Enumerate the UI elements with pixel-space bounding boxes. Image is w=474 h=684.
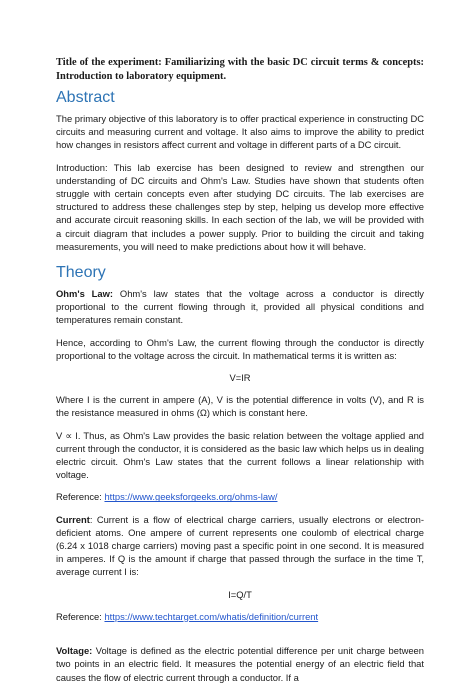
- ohms-law-text: Ohm's law states that the voltage across a conductor is directly proportional to the current flowing through it, provided all physical conditions and temperatures remain constant.: [56, 288, 424, 326]
- experiment-title: Title of the experiment: Familiarizing with the basic DC circuit terms & concepts: Introduction to laboratory equipment.: [56, 57, 424, 82]
- hence-paragraph: Hence, according to Ohm's Law, the current flowing through the conductor is directly proportional to the voltage across the circuit. In mathematical terms it is written as:: [56, 336, 424, 361]
- reference-link-techtarget[interactable]: https://www.techtarget.com/whatis/definition/current: [104, 610, 319, 622]
- voltage-paragraph: [56, 644, 424, 684]
- where-paragraph: Where I is the current in ampere (A), V is the potential difference in volts (V), and R is the resistance measured in ohms (Ω) which is constant here.: [56, 394, 424, 419]
- abstract-paragraph: The primary objective of this laboratory is to offer practical experience in constructing DC circuits and measuring current and voltage. It also aims to improve the ability to predict how changes in resistors affect current and voltage in different parts of a DC circuit.: [56, 113, 424, 151]
- introduction-paragraph: Introduction: This lab exercise has been designed to review and strengthen our understanding of DC circuits and Ohm's Law. Studies have shown that students often struggle with certain concepts even after studying DC circuits. The lab exercises are structured to address these challenges step by step, helping us develop more effective and accurate circuit reasoning skills. In each section of the lab, we will be provided with a circuit diagram that includes a power supply. Prior to building the circuit and taking measurements, you will need to make predictions about how it will behave.: [56, 161, 424, 252]
- current-text: : Current is a flow of electrical charge carriers, usually electrons or electron-deficient atoms. One ampere of current represents one coulomb of electrical charge (6.24 x 1018 charge carriers) moving past a specific point in one second. It is measured in amperes. If Q is the amount if charge that passed through the surface in the time T, average current I is:: [56, 513, 424, 578]
- reference-label: Reference:: [56, 491, 105, 503]
- formula-vir: V=IR: [229, 372, 251, 384]
- theory-heading: Theory: [56, 264, 106, 282]
- current-label: Current: [56, 513, 90, 525]
- abstract-heading: Abstract: [56, 89, 115, 106]
- reference-current: [56, 610, 424, 623]
- proportional-paragraph: V ∝ I. Thus, as Ohm's Law provides the basic relation between the voltage applied and current through the conductor, it is considered as the basic law which helps us in dealing electric circuit. Ohm's Law states that the current follows a linear relationship with voltage.: [56, 429, 424, 481]
- spacer: [56, 632, 424, 644]
- formula-iqt: I=Q/T: [228, 588, 252, 600]
- reference-ohms-law: [56, 490, 424, 503]
- ohms-law-label: Ohm's Law:: [56, 288, 114, 300]
- reference-link-geeksforgeeks[interactable]: https://www.geeksforgeeks.org/ohms-law/: [104, 491, 278, 503]
- reference-label: Reference:: [56, 610, 105, 622]
- voltage-text: Voltage is defined as the electric potential difference per unit charge between two points in an electric field. It measures the potential energy of an electric field that causes the flow of electric current through a conductor. If a: [56, 645, 424, 683]
- ohms-law-paragraph: [56, 287, 424, 327]
- current-paragraph: [56, 513, 424, 579]
- voltage-label: Voltage:: [56, 645, 93, 657]
